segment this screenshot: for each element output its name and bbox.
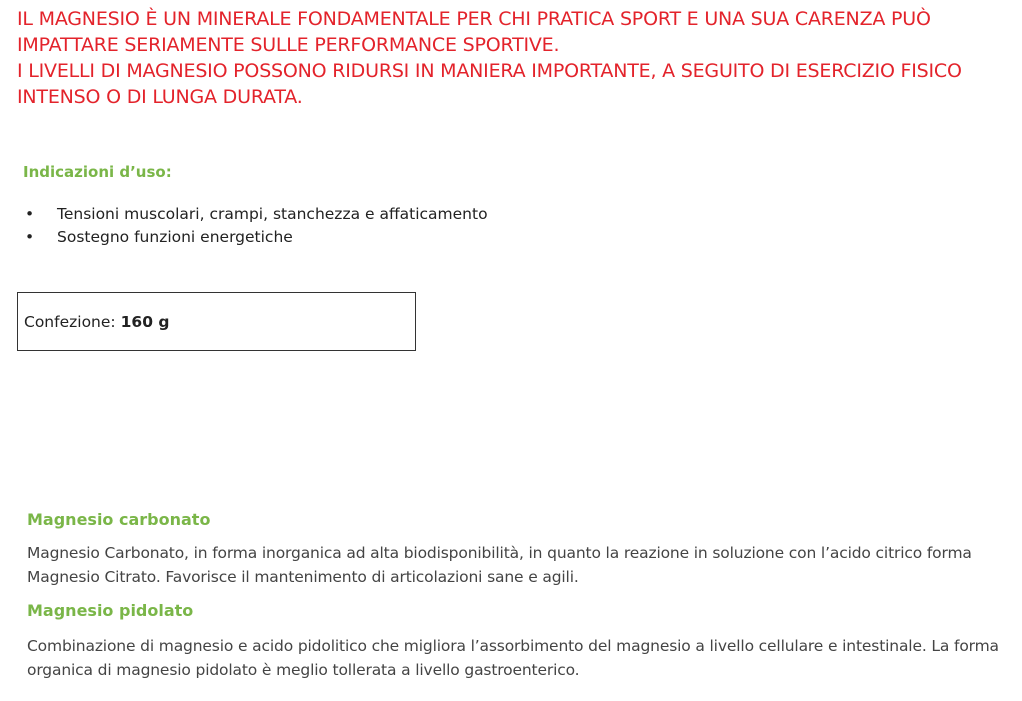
section-title-pidolato: Magnesio pidolato — [27, 601, 194, 620]
package-label: Confezione: — [24, 312, 116, 331]
package-box — [17, 292, 416, 351]
section-title-carbonato: Magnesio carbonato — [27, 510, 211, 529]
section-text-pidolato: Combinazione di magnesio e acido pidolitico che migliora l’assorbimento del magnesio a livello cellulare e intestinale. La forma organica di magnesio pidolato è meglio tollerata a livello gastroenterico. — [27, 637, 999, 679]
intro-line-1: IL MAGNESIO È UN MINERALE FONDAMENTALE PER CHI PRATICA SPORT E UNA SUA CARENZA PUÒ IMPATTARE SERIAMENTE SULLE PERFORMANCE SPORTIVE. — [17, 8, 931, 56]
list-item-text: Tensioni muscolari, crampi, stanchezza e affaticamento — [57, 205, 488, 223]
list-item-text: Sostegno funzioni energetiche — [57, 228, 293, 246]
bullet-icon: • — [25, 205, 35, 223]
package-value: 160 g — [120, 312, 170, 331]
intro-line-2: I LIVELLI DI MAGNESIO POSSONO RIDURSI IN MANIERA IMPORTANTE, A SEGUITO DI ESERCIZIO FISICO INTENSO O DI LUNGA DURATA. — [17, 60, 962, 108]
usage-list — [23, 203, 488, 249]
usage-title: Indicazioni d’uso: — [23, 163, 172, 181]
section-text-carbonato: Magnesio Carbonato, in forma inorganica ad alta biodisponibilità, in quanto la reazione in soluzione con l’acido citrico forma Magnesio Citrato. Favorisce il mantenimento di articolazioni sane e agili. — [27, 544, 972, 586]
list-item — [23, 226, 488, 249]
list-item — [23, 203, 488, 226]
intro-warning — [17, 6, 1007, 110]
bullet-icon: • — [25, 228, 35, 246]
